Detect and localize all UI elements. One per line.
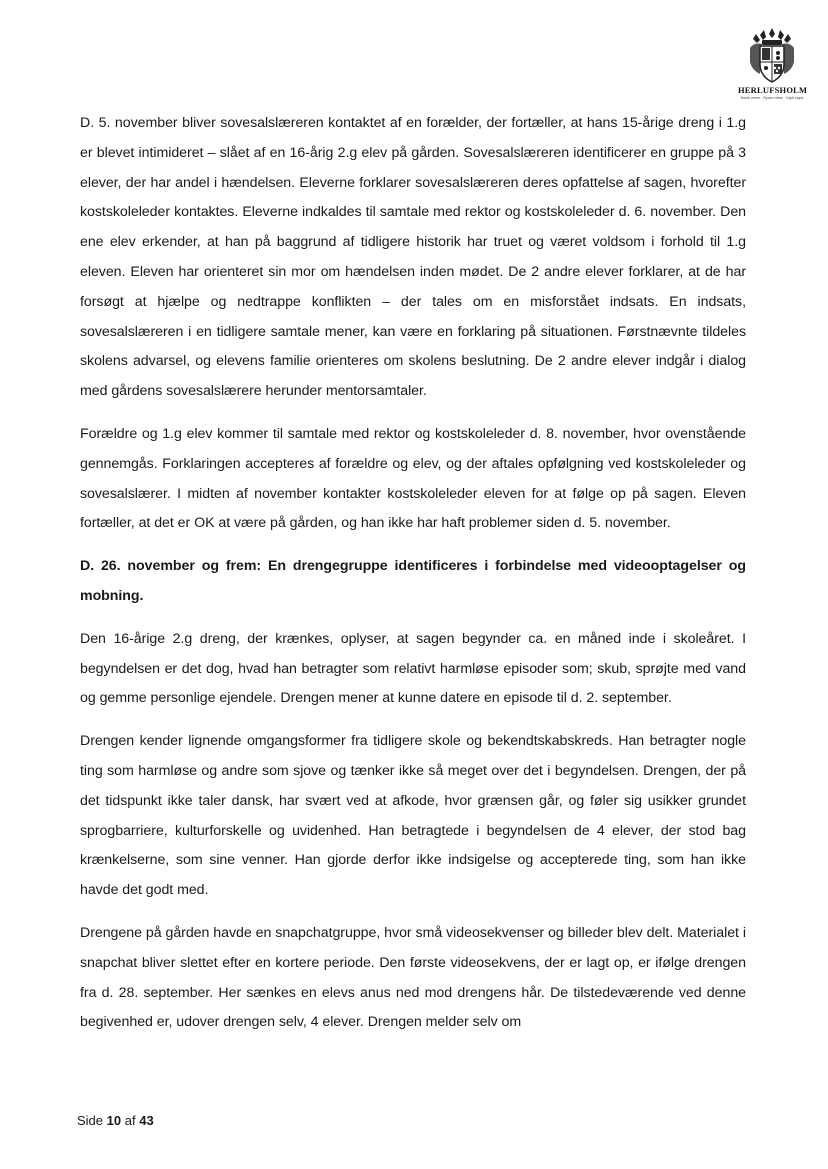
paragraph: Drengene på gården havde en snapchatgruppe, hvor små videosekvenser og billeder blev delt. Materialet i snapchat bliver slettet efter en kortere periode. Den første videosekvens, der er lagt op, er ifølge drengen fra d. 28. september. Her sænkes en elevs anus ned mod drengens hår. De tilstedeværende ved denne begivenhed er, udover drengen selv, 4 elever. Drengen melder selv om bbox=[80, 924, 746, 1031]
crest-icon bbox=[744, 26, 800, 84]
paragraph: Den 16-årige 2.g dreng, der krænkes, oplyser, at sagen begynder ca. en måned inde i skoleåret. I begyndelsen er det dog, hvad han betragter som relativt harmløse episoder som; skub, sprøjte med vand og gemme personlige ejendele. Drengen mener at kunne datere en episode til d. 2. september. bbox=[80, 630, 746, 707]
section-heading: D. 26. november og frem: En drengegruppe identificeres i forbindelse med videooptagelser og mobning. bbox=[80, 558, 746, 604]
footer-prefix: Side bbox=[77, 1113, 104, 1128]
logo-wordmark: HERLUFSHOLM bbox=[738, 85, 808, 95]
page-footer bbox=[77, 1113, 154, 1128]
paragraph: Forældre og 1.g elev kommer til samtale med rektor og kostskoleleder d. 8. november, hvor ovenstående gennemgås. Forklaringen accepteres af forældre og elev, og der aftales opfølgning ved kostskoleleder og sovesalslærer. I midten af november kontakter kostskoleleder eleven for at følge op på sagen. Eleven fortæller, at det er OK at være på gården, og han ikke har haft problemer siden d. 5. november. bbox=[80, 425, 746, 532]
paragraph: Drengen kender lignende omgangsformer fra tidligere skole og bekendtskabskreds. Han betragter nogle ting som harmløse og andre som sjove og tænker ikke så meget over det i begyndelsen. Drengen, der på det tidspunkt ikke taler dansk, har svært ved at afkode, hvor grænsen går, og føler sig usikker grundet sprogbarriere, kulturforskelle og uvidenhed. Han betragtede i begyndelsen de 4 elever, der stod bag krænkelserne, som sine venner. Han gjorde derfor ikke indsigelse og accepterede ting, som han ikke havde det godt med. bbox=[80, 733, 746, 899]
footer-middle: af bbox=[124, 1113, 136, 1128]
logo-tagline: Noble vivere · Ryvtm virtue · Capit sapiv bbox=[740, 96, 804, 100]
footer-page-total: 43 bbox=[139, 1113, 154, 1128]
paragraph: D. 5. november bliver sovesalslæreren kontaktet af en forælder, der fortæller, at hans 15-årige dreng i 1.g er blevet intimideret – slået af en 16-årig 2.g elev på gården. Sovesalslæreren identificerer en gruppe på 3 elever, der har andel i hændelsen. Eleverne forklarer sovesalslæreren deres opfattelse af sagen, hvorefter kostskoleleder kontaktes. Eleverne indkaldes til samtale med rektor og kostskoleleder d. 6. november. Den ene elev erkender, at han på baggrund af tidligere historik har truet og været voldsom i forhold til 1.g eleven. Eleven har orienteret sin mor om hændelsen inden mødet. De 2 andre elever forklarer, at de har forsøgt at hjælpe og nedtrappe konflikten – der tales om en misforstået indsats. En indsats, sovesalslæreren i en tidligere samtale mener, kan være en forklaring på situationen. Førstnævnte tildeles skolens advarsel, og elevens familie orienteres om skolens beslutning. De 2 andre elever indgår i dialog med gårdens sovesalslærere herunder mentorsamtaler. bbox=[80, 115, 746, 400]
document-body bbox=[80, 109, 746, 1051]
herlufsholm-logo bbox=[738, 26, 806, 106]
footer-page-number: 10 bbox=[106, 1113, 122, 1128]
